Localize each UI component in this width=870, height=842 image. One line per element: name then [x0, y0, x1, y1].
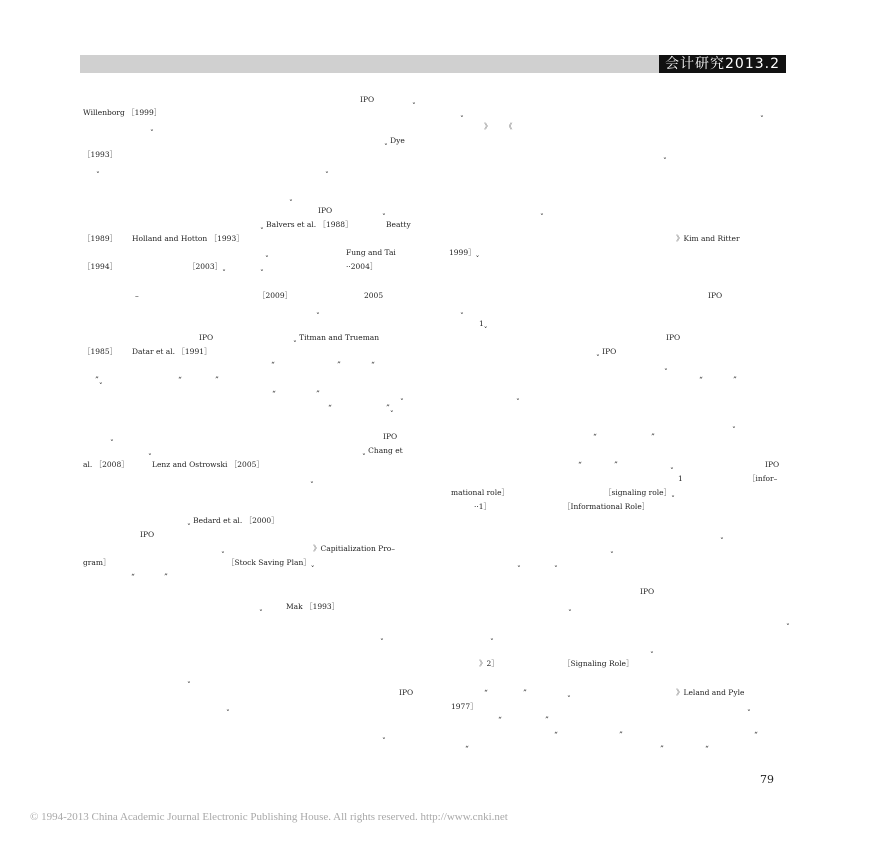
text-fragment: ˬ Bedard et al. ［2000］ [187, 516, 279, 525]
text-fragment: IPO [360, 95, 375, 104]
text-fragment: ［1993］ [83, 150, 118, 159]
text-fragment: 2005 [364, 291, 384, 300]
text-fragment: ［2009］ [258, 291, 293, 300]
text-fragment: ˬ [226, 702, 230, 711]
text-fragment: ˬ [110, 432, 114, 441]
text-fragment: “ [131, 572, 135, 581]
text-fragment: ［signaling role］ˬ [604, 488, 675, 497]
text-fragment: “ [371, 360, 375, 369]
text-fragment: ˬ [460, 108, 464, 117]
text-fragment: Beatty [386, 220, 411, 229]
page-number: 79 [760, 773, 774, 786]
text-fragment: ˬ [650, 644, 654, 653]
text-fragment: ˬ [148, 446, 152, 455]
text-fragment: “ [465, 744, 469, 753]
text-fragment: ˬ [516, 391, 520, 400]
text-fragment: ··1］ [474, 502, 492, 511]
text-fragment: Fung and Tai [346, 248, 396, 257]
text-fragment: ” [215, 375, 219, 384]
text-fragment: Willenborg ［1999］ [83, 108, 162, 117]
text-fragment: ˬ [96, 164, 100, 173]
text-fragment: Lenz and Ostrowski ［2005］ [152, 460, 264, 469]
text-fragment: IPO [765, 460, 780, 469]
text-fragment: mational role］ [451, 488, 510, 497]
text-fragment: ˬ [265, 248, 269, 257]
text-fragment: ˬ IPO [596, 347, 617, 356]
text-fragment: ” [651, 432, 655, 441]
text-fragment: ［1989］ [83, 234, 118, 243]
text-fragment: “ [578, 460, 582, 469]
text-fragment: IPO [318, 206, 333, 215]
text-fragment: 1977］ [451, 702, 478, 711]
text-fragment: ˬ [663, 150, 667, 159]
text-fragment: 》Kim and Ritter [676, 234, 740, 243]
text-fragment: ˬ [382, 730, 386, 739]
text-fragment: ”ˬ [95, 375, 103, 384]
text-fragment: ˬ [568, 602, 572, 611]
text-fragment: “ [272, 389, 276, 398]
text-fragment: IPO [140, 530, 155, 539]
text-fragment: ［Informational Role］ [563, 502, 650, 511]
text-fragment: ˬ Dye [384, 136, 405, 145]
text-fragment: “ [705, 744, 709, 753]
copyright-footer: © 1994-2013 China Academic Journal Electronic Publishing House. All rights reserved. http://www.cnki.net [30, 811, 508, 823]
text-fragment: ˬ [760, 108, 764, 117]
text-fragment: 1999］ˬ [449, 248, 480, 257]
text-fragment: ˬ [259, 602, 263, 611]
text-fragment: ［infor– [748, 474, 778, 483]
text-fragment: “ [699, 375, 703, 384]
text-fragment: 》2］ [479, 659, 499, 668]
text-fragment: Mak ［1993］ [286, 602, 340, 611]
text-fragment: 《 [505, 122, 513, 131]
text-fragment: ˬ [490, 631, 494, 640]
text-fragment: ˬ [221, 544, 225, 553]
text-fragment: Holland and Hotton ［1993］ [132, 234, 244, 243]
text-fragment: ˬ [412, 95, 416, 104]
text-fragment: ˬ [400, 391, 404, 400]
text-fragment: IPO [640, 587, 655, 596]
text-fragment: ˬ Chang et [362, 446, 403, 455]
text-fragment: ˬ [380, 631, 384, 640]
text-fragment: ˬ Titman and Trueman [293, 333, 380, 342]
text-fragment: 》 [484, 122, 492, 131]
text-fragment: ˬ [610, 544, 614, 553]
text-fragment: IPO [666, 333, 681, 342]
text-fragment: ［Stock Saving Plan］ˬ [227, 558, 315, 567]
text-fragment: ˬ [786, 616, 790, 625]
text-fragment: 1 [678, 474, 683, 483]
text-fragment: ˬ [747, 702, 751, 711]
text-fragment: ” [619, 730, 623, 739]
text-fragment: ［Signaling Role］ [563, 659, 634, 668]
text-fragment: ˬ [382, 206, 386, 215]
text-fragment: ” [733, 375, 737, 384]
text-fragment: “ [498, 715, 502, 724]
text-fragment: “ [271, 360, 275, 369]
text-fragment: “ [484, 688, 488, 697]
text-fragment: IPO [708, 291, 723, 300]
text-fragment: Datar et al. ［1991］ [132, 347, 212, 356]
text-fragment: IPO [199, 333, 214, 342]
text-fragment: ” [337, 360, 341, 369]
text-fragment: ” [523, 688, 527, 697]
text-fragment: “ [178, 375, 182, 384]
text-fragment: ［1994］ [83, 262, 118, 271]
text-fragment: ˬ [554, 558, 558, 567]
text-fragment: “ [328, 403, 332, 412]
text-fragment: ” [614, 460, 618, 469]
text-fragment: “ [754, 730, 758, 739]
text-fragment: al. ［2008］ [83, 460, 129, 469]
journal-header-bar [80, 55, 786, 73]
text-fragment: IPO [383, 432, 398, 441]
text-fragment: ” [660, 744, 664, 753]
text-fragment: ［1985］ [83, 347, 118, 356]
text-fragment: – [135, 291, 139, 300]
text-fragment: ··2004］ [346, 262, 378, 271]
text-fragment: “ [593, 432, 597, 441]
text-fragment: ˬ [670, 460, 674, 469]
text-fragment: 》Leland and Pyle [676, 688, 745, 697]
text-fragment: ” [164, 572, 168, 581]
text-fragment: ” [545, 715, 549, 724]
text-fragment: ˬ [150, 122, 154, 131]
text-fragment: ˬ [460, 305, 464, 314]
text-fragment: ˬ [187, 674, 191, 683]
text-fragment: ˬ [664, 361, 668, 370]
text-fragment: IPO [399, 688, 414, 697]
text-fragment: ˬ [567, 688, 571, 697]
text-fragment: ˬ [732, 419, 736, 428]
text-fragment: “ [554, 730, 558, 739]
text-fragment: ˬ [325, 164, 329, 173]
text-fragment: 1ˬ [479, 319, 488, 328]
text-fragment: ˬ [316, 305, 320, 314]
text-fragment: ˬ [260, 262, 264, 271]
journal-title: 会计研究2013.2 [659, 55, 786, 73]
text-fragment: ” [316, 389, 320, 398]
text-fragment: gram］ [83, 558, 111, 567]
text-fragment: 》Capitialization Pro– [313, 544, 396, 553]
text-fragment: ˬ [720, 530, 724, 539]
text-fragment: ˬ [540, 206, 544, 215]
text-fragment: ”ˬ [386, 403, 394, 412]
text-fragment: ［2003］ˬ [188, 262, 226, 271]
text-fragment: ˬ [517, 558, 521, 567]
text-fragment: ˬ [310, 474, 314, 483]
text-fragment: ˬ Balvers et al. ［1988］ [260, 220, 353, 229]
text-fragment: ˬ [289, 192, 293, 201]
